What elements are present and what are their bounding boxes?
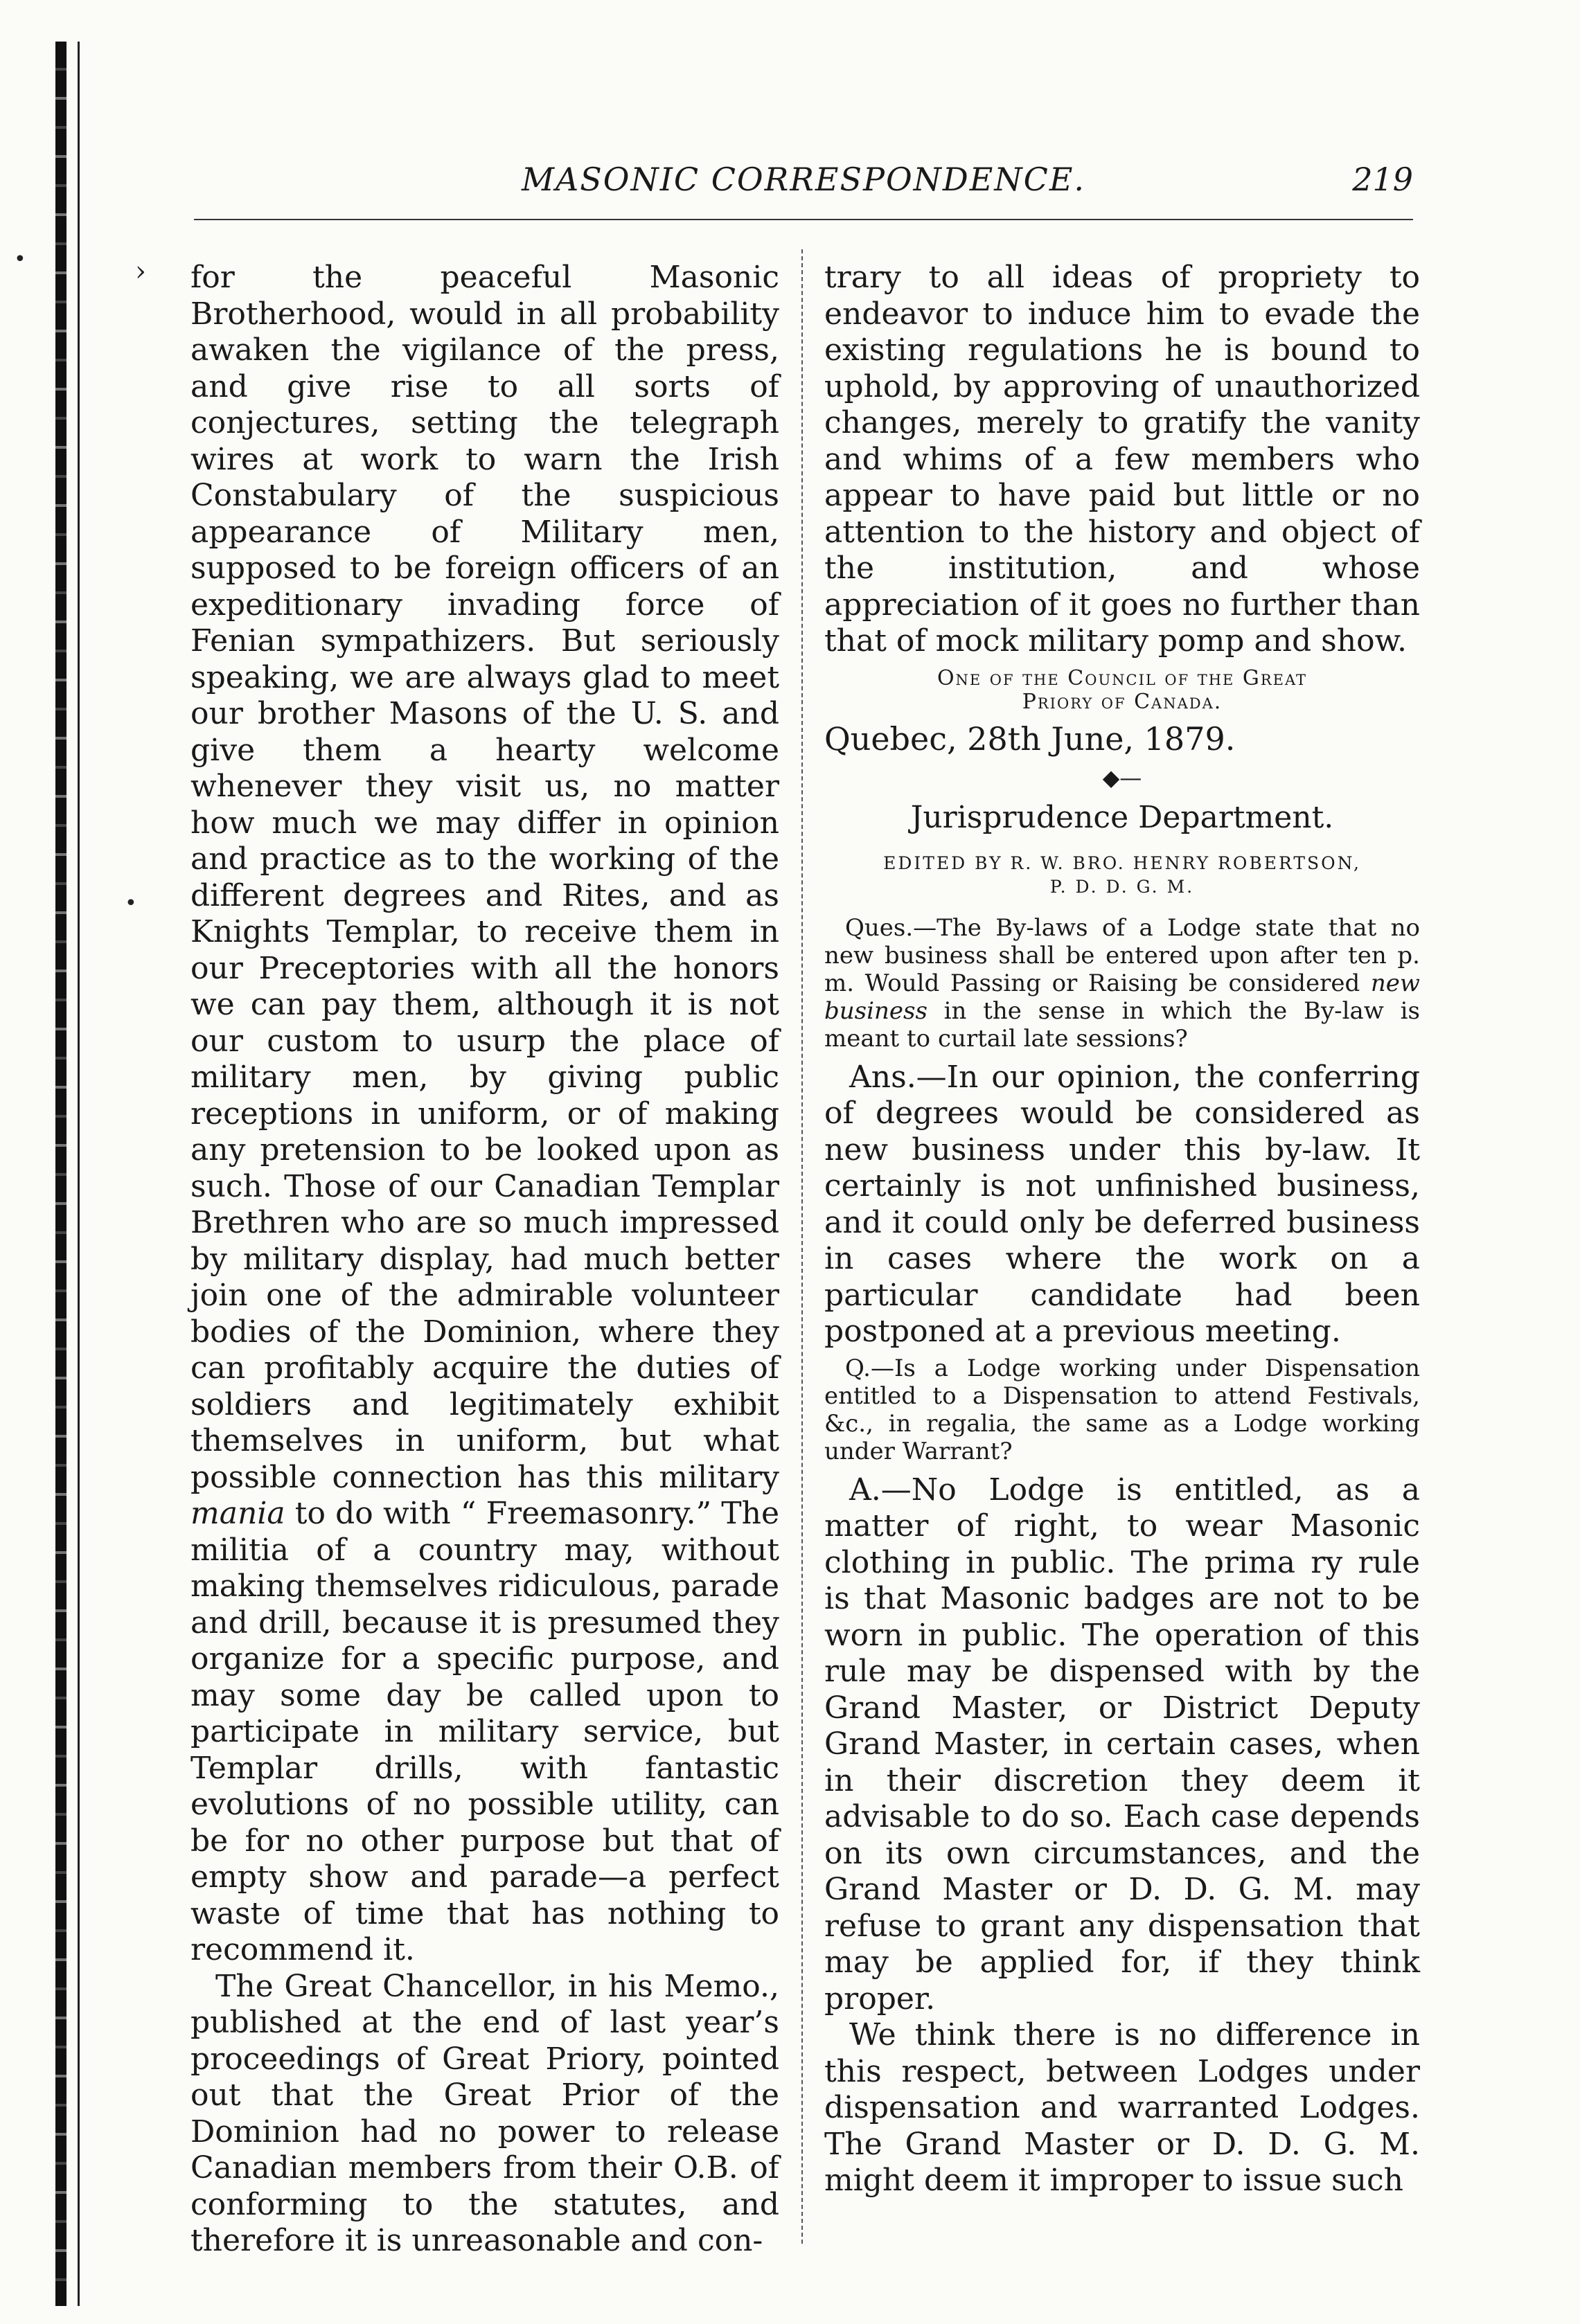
- editor-line-1: EDITED BY R. W. BRO. HENRY ROBERTSON,: [883, 852, 1361, 873]
- editor-credit: [824, 852, 1420, 899]
- margin-dot-upper: •: [14, 247, 26, 271]
- question-2: Q.—Is a Lodge working under Dispensation entitled to a Dispensation to attend Festivals, &c., in regalia, the same as a Lodge working under Warrant?: [824, 1354, 1420, 1465]
- left-paragraph-2: The Great Chancellor, in his Memo., published at the end of last year’s proceedings of Great Priory, pointed out that the Great Prior of the Dominion had no power to release Canadian members from their O.B. of conforming to the statutes, and therefore it is unreasonable and con-: [190, 1968, 779, 2258]
- header-rule: [194, 219, 1413, 220]
- signature-line-2: Priory of Canada.: [1022, 689, 1223, 714]
- signature-line-1: One of the Council of the Great: [937, 665, 1308, 690]
- italic-mania: mania: [190, 1496, 285, 1531]
- column-divider: [801, 249, 803, 2244]
- question-1: [824, 914, 1420, 1053]
- section-title: Jurisprudence Department.: [910, 800, 1334, 835]
- left-paragraph-1-text: for the peaceful Masonic Brotherhood, would in all probability awaken the vigilance of the press, and give rise to all sorts of conjectures, setting the telegraph wires at work to warn the Irish Constabulary of the suspicious appearance of Military men, supposed to be foreign officers of an expeditionary invading force of Fenian sympathizers. But seriously speaking, we are always glad to meet our brother Masons of the U. S. and give them a hearty welcome whenever they visit us, no matter how much we may differ in opinion and practice as to the working of the different degrees and Rites, and as Knights Templar, to receive them in our Preceptories with all the honors we can pay them, although it is not our custom to usurp the place of military men, by giving public receptions in uniform, or of making any pretension to be looked upon as such. Those of our Canadian Templar Brethren who are so much impressed by military display, had much better join one of the admirable volunteer bodies of the Dominion, where they can profitably acquire the duties of soldiers and legitimately exhibit themselves in uniform, but what possible connection has this military: [190, 260, 779, 1495]
- question-1-text: Ques.—The By-laws of a Lodge state that no new business shall be entered upon after ten p. m. Would Passing or Raising be considered: [824, 913, 1420, 997]
- answer-2: A.—No Lodge is entitled, as a matter of right, to wear Masonic clothing in public. The prima ry rule is that Masonic badges are not to be worn in public. The operation of this rule may be dispensed with by the Grand Master, or District Deputy Grand Master, in certain cases, when in their discretion they deem it advisable to do so. Each case depends on its own circumstances, and the Grand Master or D. D. G. M. may refuse to grant any dispensation that may be applied for, if they think proper.: [824, 1472, 1420, 2017]
- question-1-end: in the sense in which the By-law is meant to curtail late sessions?: [824, 996, 1420, 1053]
- margin-arrow-mark: ›: [135, 256, 146, 287]
- left-paragraph-1-end: to do with “ Freemasonry.” The militia of a country may, without making themselves ridiculous, parade and drill, because it is presumed they organize for a specific purpose, and may some day be called upon to participate in military service, but Templar drills, with fantastic evolutions of no possible utility, can be for no other purpose but that of empty show and parade—a perfect waste of time that has nothing to recommend it.: [190, 1496, 779, 1967]
- page-header: [194, 161, 1413, 216]
- right-paragraph-1: trary to all ideas of propriety to endeavor to induce him to evade the existing regulations he is bound to uphold, by approving of unauthorized changes, merely to gratify the vanity and whims of a few members who appear to have paid but little or no attention to the history and object of the institution, and whose appreciation of it goes no further than that of mock military pomp and show.: [824, 260, 1420, 659]
- italic-new-business: new business: [824, 969, 1420, 1025]
- page-binding-edge: [55, 42, 66, 2306]
- margin-dot-lower: •: [125, 891, 137, 915]
- page-binding-line: [78, 42, 80, 2306]
- left-column: [190, 260, 779, 2260]
- page-number: 219: [1352, 161, 1413, 198]
- editor-line-2: P. D. D. G. M.: [1049, 876, 1195, 897]
- section-ornament: ◆—: [1102, 765, 1142, 791]
- dateline: Quebec, 28th June, 1879.: [824, 719, 1236, 758]
- left-paragraph-1: [190, 260, 779, 1969]
- running-title: MASONIC CORRESPONDENCE.: [521, 161, 1086, 198]
- right-column: [824, 260, 1420, 2199]
- signature-block: [824, 667, 1420, 714]
- right-paragraph-last: We think there is no difference in this respect, between Lodges under dispensation and warranted Lodges. The Grand Master or D. D. G. M. might deem it improper to issue such: [824, 2017, 1420, 2198]
- answer-1: Ans.—In our opinion, the conferring of degrees would be considered as new business under this by-law. It certainly is not unfinished business, and it could only be deferred business in cases where the work on a particular candidate had been postponed at a previous meeting.: [824, 1059, 1420, 1349]
